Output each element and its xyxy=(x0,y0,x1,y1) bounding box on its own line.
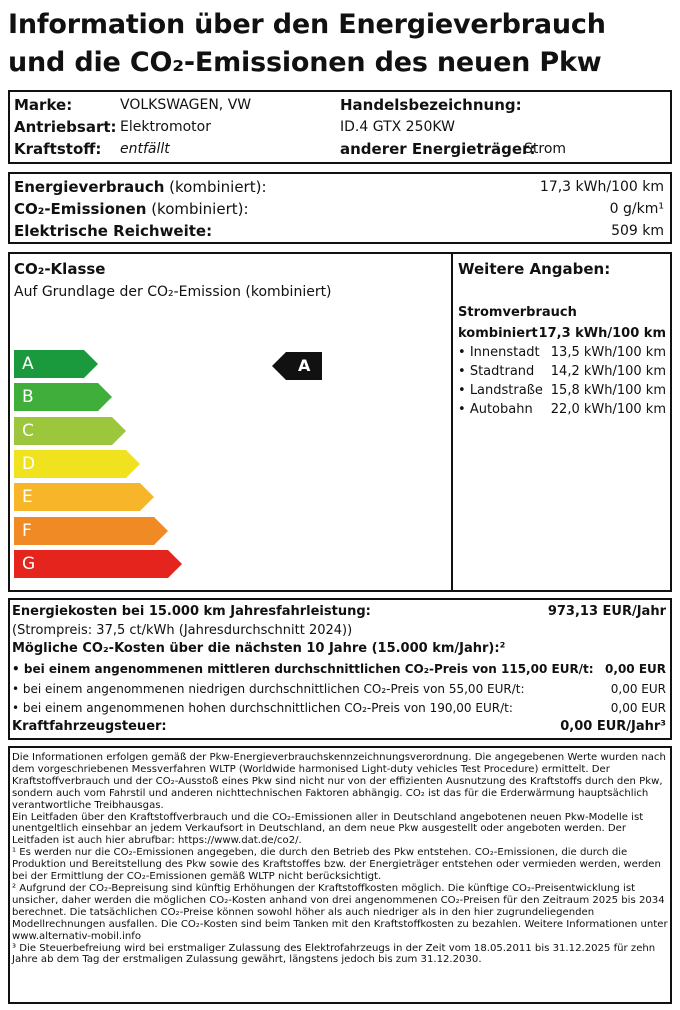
bullet-icon: • xyxy=(458,402,470,417)
co2-class-arrow-g xyxy=(14,550,182,578)
stromverbrauch-row-name: Autobahn xyxy=(469,402,533,417)
weitere-angaben-heading: Weitere Angaben: xyxy=(458,260,611,278)
co2-emissionen-label-rest: (kombiniert): xyxy=(146,200,249,218)
marke-value: VOLKSWAGEN, VW xyxy=(120,97,252,113)
co2-class-letter: F xyxy=(22,520,32,541)
current-co2-class-badge xyxy=(272,352,322,380)
co2-class-bar-b xyxy=(14,383,112,411)
energieverbrauch-value: 17,3 kWh/100 km xyxy=(539,179,664,195)
co2-class-bar-e xyxy=(14,483,154,511)
energieverbrauch-label-rest: (kombiniert): xyxy=(164,178,267,196)
stromverbrauch-row-label xyxy=(458,344,540,362)
bullet-icon: • xyxy=(458,383,470,398)
co2-class-heading: CO₂-Klasse xyxy=(14,260,106,278)
co2-class-bar-a xyxy=(14,350,98,378)
co2-kosten-niedrig-value: 0,00 EUR xyxy=(610,682,666,696)
footnote-1: ¹ Es werden nur die CO₂-Emissionen angegeben, die durch den Betrieb des Pkw entstehen. CO₂-Emissionen, die durch die Produktion und Bereitstellung des Pkw sowie des Kraftstoffes bzw. der Energieträger entstehen oder vermieden werden, werden bei der Ermittlung der CO₂-Emissionen gemäß WLTP nicht berücksichtigt. xyxy=(12,847,661,883)
stromverbrauch-row-value: 13,5 kWh/100 km xyxy=(550,345,666,360)
co2-class-letter: B xyxy=(22,387,34,408)
kraftstoff-label: Kraftstoff: xyxy=(14,140,102,158)
title-line-2: und die CO₂-Emissionen des neuen Pkw xyxy=(8,47,602,78)
co2-class-letter: E xyxy=(22,487,33,508)
stromverbrauch-row-name: Innenstadt xyxy=(469,345,540,360)
title-line-1: Information über den Energieverbrauch xyxy=(8,9,606,40)
co2-class-arrow-e xyxy=(14,483,154,511)
stromverbrauch-row-label xyxy=(458,382,543,400)
current-co2-class-letter: A xyxy=(298,356,311,375)
co2-class-bar-f xyxy=(14,517,168,545)
strompreis-note: (Strompreis: 37,5 ct/kWh (Jahresdurchschnitt 2024)) xyxy=(12,623,353,638)
energiekosten-label: Energiekosten bei 15.000 km Jahresfahrleistung: xyxy=(12,604,371,619)
handelsbezeichnung-value: ID.4 GTX 250KW xyxy=(340,119,455,135)
kombiniert-value: 17,3 kWh/100 km xyxy=(538,326,666,341)
kfz-steuer-value: 0,00 EUR/Jahr³ xyxy=(560,719,666,734)
co2-emissionen-label-bold: CO₂-Emissionen xyxy=(14,200,147,218)
footnote-2: ² Aufgrund der CO₂-Bepreisung sind künftig Erhöhungen der Kraftstoffkosten möglich. Die künftige CO₂-Preisentwicklung ist unsicher, daher werden die möglichen CO₂-Kosten anhand von drei angenommenen CO₂-Preisen für den Zeitraum 2025 bis 2034 berechnet. Die tatsächlichen CO₂-Preise können sowohl höher als auch niedriger als in den hier zugrundeliegenden Modellrechnungen ausfallen. Die CO₂-Kosten sind beim Tanken mit den Kraftstoffkosten zu bezahlen. Weitere Informationen unter www.alternativ-mobil.info xyxy=(12,882,668,942)
stromverbrauch-heading: Stromverbrauch xyxy=(458,305,577,320)
badge-arrow-shape xyxy=(272,352,322,380)
co2-emissionen-value: 0 g/km¹ xyxy=(609,201,664,217)
antriebsart-value: Elektromotor xyxy=(120,119,211,135)
bullet-icon: • xyxy=(458,345,470,360)
footnote-leitfaden: Ein Leitfaden über den Kraftstoffverbrauch und die CO₂-Emissionen aller in Deutschland angebotenen neuen Pkw-Modelle ist unentgeltlich einsehbar an jedem Verkaufsort in Deutschland, an dem neue Pkw ausgestellt oder angeboten werden. Der Leitfaden ist auch hier abrufbar: https://www.dat.de/co2/. xyxy=(12,811,644,847)
co2-class-bar-d xyxy=(14,450,140,478)
reichweite-value: 509 km xyxy=(611,223,664,239)
energiekosten-value: 973,13 EUR/Jahr xyxy=(547,604,666,619)
footnotes-text xyxy=(12,752,668,966)
co2-kosten-niedrig-label: bei einem angenommenen niedrigen durchschnittlichen CO₂-Preis von 55,00 EUR/t: xyxy=(22,682,525,696)
co2-class-letter: G xyxy=(22,553,36,574)
co2-class-bar-c xyxy=(14,417,126,445)
energieverbrauch-label-bold: Energieverbrauch xyxy=(14,178,165,196)
kraftstoff-value: entfällt xyxy=(120,141,170,157)
co2-kosten-niedrig-row: • bei einem angenommenen niedrigen durchschnittlichen CO₂-Preis von 55,00 EUR/t: xyxy=(12,682,525,696)
co2-emissionen-label xyxy=(14,200,249,218)
page-title xyxy=(8,6,606,82)
co2-kosten-hoch-row: • bei einem angenommenen hohen durchschnittlichen CO₂-Preis von 190,00 EUR/t: xyxy=(12,701,513,715)
co2-kosten-mittel-value: 0,00 EUR xyxy=(605,662,666,676)
reichweite-label: Elektrische Reichweite: xyxy=(14,222,213,240)
co2-kosten-mittel-row: • bei einem angenommenen mittleren durchschnittlichen CO₂-Preis von 115,00 EUR/t: xyxy=(12,662,594,676)
marke-label: Marke: xyxy=(14,96,73,114)
co2-kosten-mittel-label: bei einem angenommenen mittleren durchschnittlichen CO₂-Preis von 115,00 EUR/t: xyxy=(23,662,594,676)
co2-kosten-label: Mögliche CO₂-Kosten über die nächsten 10 Jahre (15.000 km/Jahr):² xyxy=(12,641,506,656)
co2-kosten-hoch-label: bei einem angenommenen hohen durchschnittlichen CO₂-Preis von 190,00 EUR/t: xyxy=(22,701,513,715)
stromverbrauch-row-name: Landstraße xyxy=(469,383,543,398)
energieverbrauch-label xyxy=(14,178,267,196)
antriebsart-label: Antriebsart: xyxy=(14,118,117,136)
stromverbrauch-row-value: 22,0 kWh/100 km xyxy=(550,402,666,417)
footnote-general: Die Informationen erfolgen gemäß der Pkw-Energieverbrauchskennzeichnungsverordnung. Die angegebenen Werte wurden nach dem vorgeschriebenen Messverfahren WLTP (Worldwide harmonised Light-duty vehicles Test Procedure) ermittelt. Der Kraftstoffverbrauch und der CO₂-Ausstoß eines Pkw sind nicht nur von der effizienten Ausnutzung des Kraftstoffs durch den Pkw, sondern auch vom Fahrstil und anderen nichttechnischen Faktoren abhängig. CO₂ ist das für die Erderwärmung hauptsächlich verantwortliche Treibhausgas. xyxy=(12,752,666,811)
co2-kosten-hoch-value: 0,00 EUR xyxy=(610,701,666,715)
co2-class-arrow-f xyxy=(14,517,168,545)
kfz-steuer-label: Kraftfahrzeugsteuer: xyxy=(12,719,167,734)
co2-class-letter: D xyxy=(22,453,36,474)
bullet-icon: • xyxy=(458,364,470,379)
stromverbrauch-row-value: 14,2 kWh/100 km xyxy=(550,364,666,379)
footnote-3: ³ Die Steuerbefreiung wird bei erstmaliger Zulassung des Elektrofahrzeugs in der Zeit vom 18.05.2011 bis 31.12.2025 für zehn Jahre ab dem Tag der erstmaligen Zulassung gewährt, längstens jedoch bis zum 31.12.2030. xyxy=(12,942,656,966)
energietraeger-label: anderer Energieträger: xyxy=(340,140,536,158)
stromverbrauch-row-value: 15,8 kWh/100 km xyxy=(550,383,666,398)
kombiniert-label: kombiniert xyxy=(458,326,538,341)
handelsbezeichnung-label: Handelsbezeichnung: xyxy=(340,96,522,114)
co2-class-letter: C xyxy=(22,420,34,441)
stromverbrauch-row-name: Stadtrand xyxy=(469,364,535,379)
stromverbrauch-row-label xyxy=(458,363,534,381)
energietraeger-value: Strom xyxy=(524,141,567,157)
stromverbrauch-row-label xyxy=(458,401,533,419)
co2-class-subheading: Auf Grundlage der CO₂-Emission (kombiniert) xyxy=(14,284,332,300)
co2-box-divider xyxy=(451,252,453,592)
co2-class-letter: A xyxy=(22,354,34,374)
co2-class-bar-g xyxy=(14,550,182,578)
